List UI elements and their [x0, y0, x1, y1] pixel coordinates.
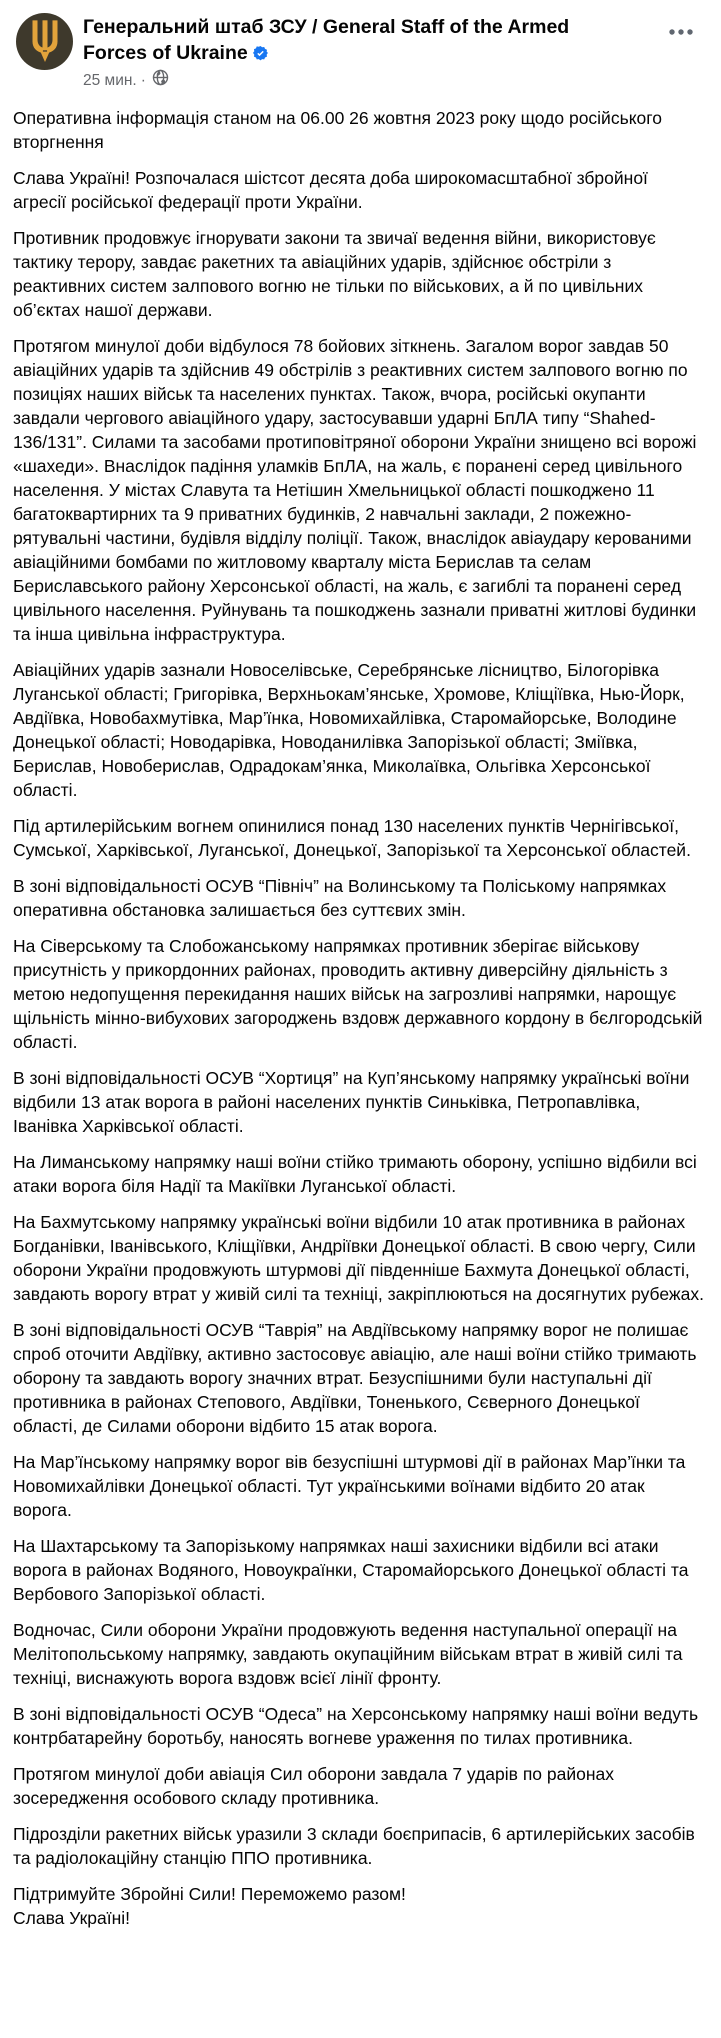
post-paragraph: Противник продовжує ігнорувати закони та звичаї ведення війни, використовує тактику терору, завдає ракетних та авіаційних ударів, здійснює обстріли з реактивних систем залпового вогню не тільки по військових, а й по цивільних об’єктах нашої держави. — [13, 228, 656, 320]
post-paragraph: Підтримуйте Збройні Сили! Переможемо разом! Слава Україні! — [13, 1884, 406, 1928]
post-text — [0, 92, 721, 1930]
post-paragraph: В зоні відповідальності ОСУВ “Одеса” на Херсонському напрямку наші воїни ведуть контрбатарейну боротьбу, наносять вогневе ураження по тилах противника. — [13, 1704, 699, 1748]
post-paragraph: Водночас, Сили оборони України продовжують ведення наступальної операції на Мелітопольському напрямку, завдають окупаційним військам втрат в живій силі та техніці, виснажують ворога вздовж всієї лінії фронту. — [13, 1620, 683, 1688]
post-paragraph: На Лиманському напрямку наші воїни стійко тримають оборону, успішно відбили всі атаки ворога біля Надії та Макіївки Луганської області. — [13, 1152, 697, 1196]
post-paragraph: Авіаційних ударів зазнали Новоселівське, Серебрянське лісництво, Білогорівка Луганської області; Григорівка, Верхньокам’янське, Хромове, Кліщіївка, Нью-Йорк, Авдіївка, Новобахмутівка, Мар’їнка, Новомихайлівка, Старомайорське, Володине Донецької області; Новодарівка, Новоданилівка Запорізької області; Зміївка, Берислав, Новоберислав, Одрадокам’янка, Миколаївка, Ольгівка Херсонської області. — [13, 660, 685, 800]
post-meta — [83, 69, 705, 92]
page-name-link[interactable] — [83, 14, 623, 66]
post-paragraph: На Шахтарському та Запорізькому напрямках наші захисники відбили всі атаки ворога в районах Водяного, Новоукраїнки, Старомайорського Донецької області та Вербового Запорізької області. — [13, 1536, 689, 1604]
meta-separator: · — [140, 71, 146, 89]
globe-icon — [152, 69, 169, 92]
header-info — [83, 13, 705, 92]
post-paragraph: В зоні відповідальності ОСУВ “Хортиця” на Куп’янському напрямку українські воїни відбили 13 атак ворога в районі населених пунктів Синьківка, Петропавлівка, Іванівка Харківської області. — [13, 1068, 690, 1136]
verified-badge-icon — [253, 42, 268, 57]
post-paragraph: Протягом минулої доби відбулося 78 бойових зіткнень. Загалом ворог завдав 50 авіаційних ударів та здійснив 49 обстрілів з реактивних систем залпового вогню по позиціях наших військ та населених пунктах. Також, вчора, російські окупанти завдали чергового авіаційного удару, застосувавши ударні БпЛА типу “Shahed-136/131”. Силами та засобами протиповітряної оборони України знищено всі ворожі «шахеди». Внаслідок падіння уламків БпЛА, на жаль, є поранені серед цивільного населення. У містах Славута та Нетішин Хмельницької області пошкоджено 11 багатоквартирних та 9 приватних будинків, 2 навчальні заклади, 2 пожежно-рятувальні частини, будівля відділу поліції. Також, внаслідок авіаудару керованими авіаційними бомбами по житловому кварталу міста Берислав та селам Бериславського району Херсонської області, на жаль, є загиблі та поранені серед цивільного населення. Руйнувань та пошкоджень зазнали приватні житлові будинки та інша цивільна інфраструктура. — [13, 336, 697, 644]
post-paragraph: Підрозділи ракетних військ уразили 3 склади боєприпасів, 6 артилерійських засобів та радіолокаційну станцію ППО противника. — [13, 1824, 695, 1868]
page-name-text: Генеральний штаб ЗСУ / General Staff of the Armed Forces of Ukraine — [83, 16, 570, 64]
post-paragraph: Під артилерійським вогнем опинилися понад 130 населених пунктів Чернігівської, Сумської, Харківської, Луганської, Донецької, Запорізької та Херсонської областей. — [13, 816, 691, 860]
post-paragraph: На Сіверському та Слобожанському напрямках противник зберігає військову присутність у прикордонних районах, проводить активну диверсійну діяльність з метою недопущення перекидання наших військ на загрозливі напрямки, нарощує щільність мінно-вибухових загороджень вздовж державного кордону в бєлгородській області. — [13, 936, 703, 1052]
post-paragraph: В зоні відповідальності ОСУВ “Таврія” на Авдіївському напрямку ворог не полишає спроб оточити Авдіївку, активно застосовує авіацію, але наші воїни стійко тримають оборону та завдають ворогу значних втрат. Безуспішними були наступальні дії противника в районах Степового, Авдіївки, Тоненького, Сєверного Донецької області, де Силами оборони відбито 15 атак ворога. — [13, 1320, 697, 1436]
post-menu-button[interactable] — [663, 18, 699, 46]
three-dots-icon — [668, 28, 694, 36]
page-avatar[interactable] — [16, 13, 73, 70]
post-paragraph: На Бахмутському напрямку українські воїни відбили 10 атак противника в районах Богданівки, Іванівського, Кліщіївки, Андріївки Донецької області. В свою чергу, Сили оборони України продовжують штурмові дії південніше Бахмута Донецької області, завдають ворогу втрат у живій силі та техніці, закріплюються на досягнутих рубежах. — [13, 1212, 704, 1304]
post-paragraph: Слава Україні! Розпочалася шістсот десята доба широкомасштабної збройної агресії російської федерації проти України. — [13, 168, 648, 212]
post-header — [0, 0, 721, 92]
trident-icon — [30, 20, 60, 64]
post-paragraph: Протягом минулої доби авіація Сил оборони завдала 7 ударів по районах зосередження особового складу противника. — [13, 1764, 615, 1808]
timestamp-link[interactable]: 25 мин. — [83, 71, 137, 89]
post-paragraph: На Мар’їнському напрямку ворог вів безуспішні штурмові дії в районах Мар’їнки та Новомихайлівки Донецької області. Тут українськими воїнами відбито 20 атак ворога. — [13, 1452, 686, 1520]
post-paragraph: В зоні відповідальності ОСУВ “Північ” на Волинському та Поліському напрямках оперативна обстановка залишається без суттєвих змін. — [13, 876, 667, 920]
post-paragraph: Оперативна інформація станом на 06.00 26 жовтня 2023 року щодо російського вторгнення — [13, 108, 663, 152]
